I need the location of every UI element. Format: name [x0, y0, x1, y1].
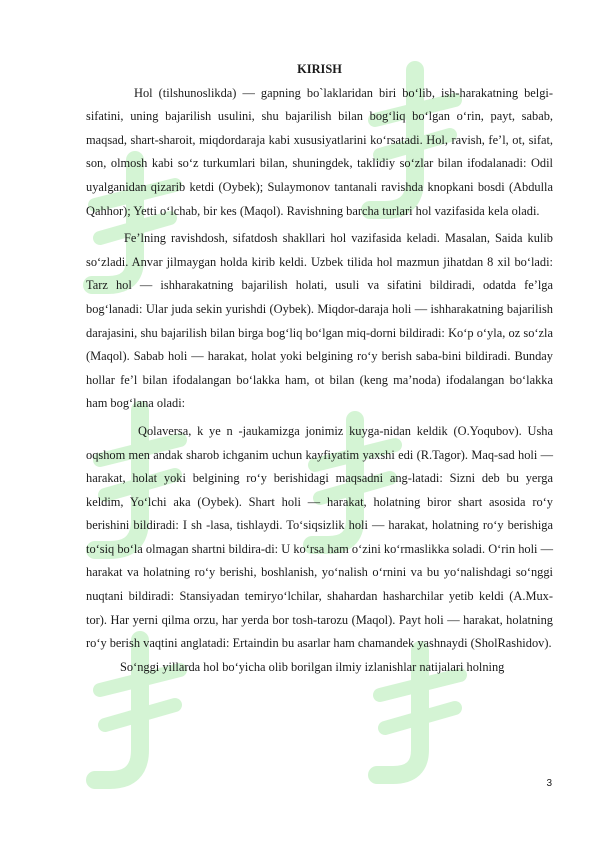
page-title: KIRISH [297, 62, 342, 76]
paragraph-2: Fe’lning ravishdosh, sifatdosh shakllari hol vazifasida keladi. Masalan, Saida kulib so‘zladi. Anvar jilmaygan holda kirib keldi. Uzbek tilida hol mazmun jihatdan 8 xil bo‘ladi: Tarz hol — ishharakatning bajarilish holati, usuli va sifatini bildiradi, odatda fe’lga bog‘lanadi: Ular juda sekin yurishdi (Oybek). Miqdor-daraja holi — ishharakatning bajarilish darajasini, shu bajarilish bilan birga bog‘liq bo‘lgan miq-dorni bildiradi: Ko‘p o‘yla, oz so‘zla (Maqol). Sabab holi — harakat, holat yoki belgining ro‘y berish saba-bini bildiradi. Bunday hollar fe’l bilan ifodalangan bo‘lakka ham, ot bilan (keng ma’noda) ifodalangan bo‘lakka ham bog‘lana oladi: [86, 231, 553, 411]
page-number: 3 [546, 778, 552, 789]
paragraph-3: Qolaversa, k ye n -jaukamizga jonimiz kuyga-nidan keldik (O.Yoqubov). Usha oqshom men andak sharob ichganim uchun kayfiyatim yaxshi edi (R.Tagor). Maq-sad holi — harakat, holat yoki belgining ro‘y berishidagi maqsadni ang-latadi: Sizni deb bu yerga keldim, Yo‘lchi aka (Oybek). Shart holi — harakat, holatning biror shart asosida ro‘y berishini bildiradi: I sh -lasa, tishlaydi. To‘siqsizlik holi — harakat, holatning ro‘y berishiga to‘siq bo‘la olmagan shartni bildira-di: U ko‘rsa ham o‘zini ko‘rmaslikka soladi. O‘rin holi — harakat va holatning ro‘y berishi, boshlanish, yo‘nalish o‘rnini va bu yo‘nalishdagi so‘nggi nuqtani bildiradi: Stansiyadan temiryo‘lchilar, shahardan hasharchilar yetib keldi (A.Mux-tor). Har yerni qilma orzu, har yerda bor tosh-tarozu (Maqol). Payt holi — harakat, holatning ro‘y berish vaqtini anglatadi: Ertaindin bu asarlar ham chamandek yashnaydi (SholRashidov). [86, 423, 553, 651]
document-body [86, 58, 553, 679]
paragraph-4: So‘nggi yillarda hol bo‘yicha olib borilgan ilmiy izlanishlar natijalari holning [120, 659, 505, 674]
paragraph-1: Hol (tilshunoslikda) — gapning bo`laklaridan biri bo‘lib, ish-harakatning belgi-sifatini, uning bajarilish usulini, shu bajarilish bilan bog‘liq bo‘lgan o‘rin, payt, sabab, maqsad, shart-sharoit, miqdordaraja kabi xususiyatlarini ko‘rsatadi. Hol, ravish, fe’l, ot, sifat, son, olmosh kabi so‘z turkumlari bilan, shuningdek, taklidiy so‘zlar bilan ifodalanadi: Odil uyalganidan qizarib ketdi (Oybek); Sulaymonov tantanali ravishda knopkani bosdi (Abdulla Qahhor); Yetti o‘lchab, bir kes (Maqol). Ravishning barcha turlari hol vazifasida kela oladi. [86, 85, 553, 218]
